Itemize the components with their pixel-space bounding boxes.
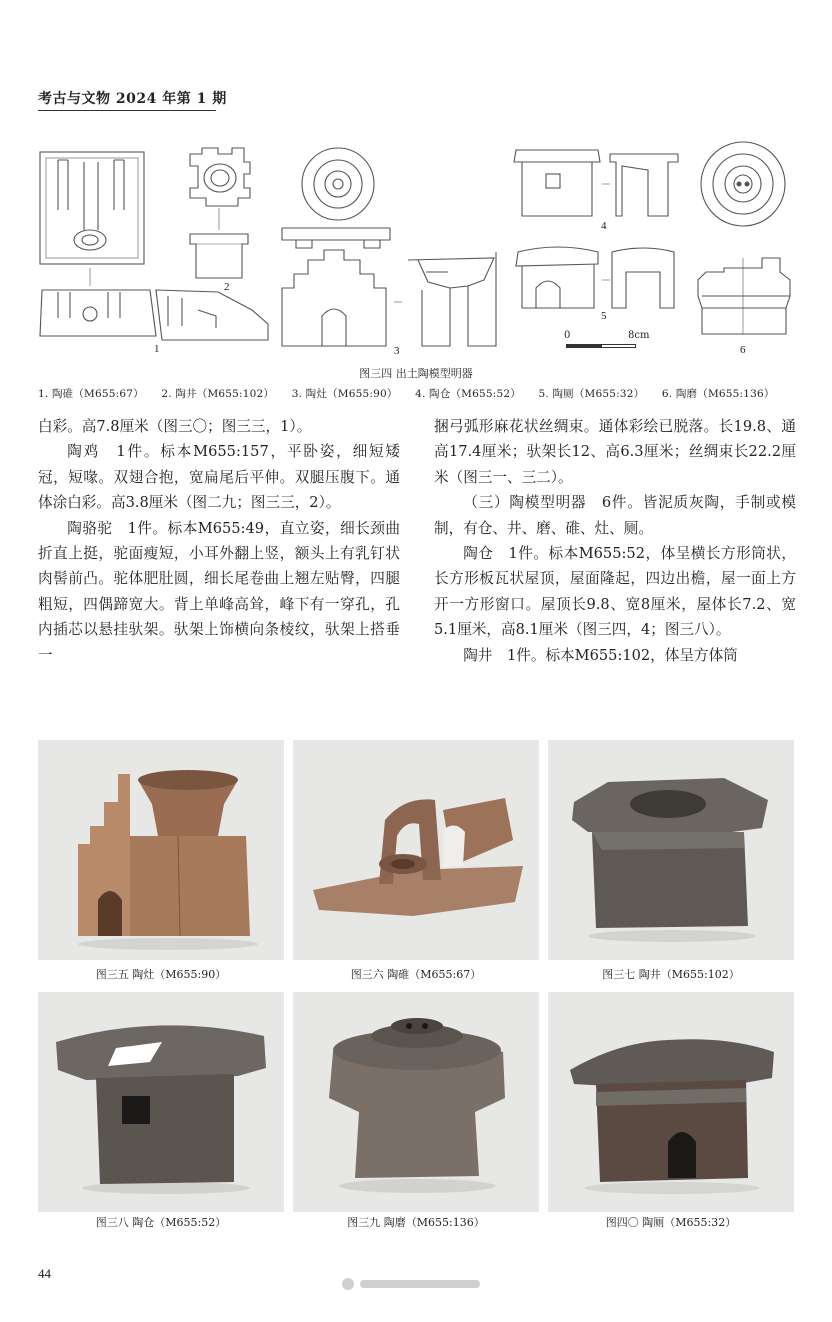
drawing-5-latrine [516,247,674,308]
photo-stove [38,740,284,960]
paragraph: 白彩。高7.8厘米（图三〇；图三三，1）。 [38,418,312,435]
page-number: 44 [38,1266,51,1281]
paragraph: 陶井 1件。标本M655:102，体呈方体筒 [463,646,738,664]
drawing-3-stove [282,148,496,346]
header-rule [38,110,216,111]
drawing-1-mortar [40,152,268,340]
caption-fig39: 图三九 陶磨（M655:136） [347,1216,485,1229]
legend-item: 2. 陶井（M655:102） [161,388,275,400]
caption-fig37: 图三七 陶井（M655:102） [602,968,740,981]
figure-34-label-3: 3 [394,345,400,357]
paragraph: 陶骆驼 1件。标本M655:49，直立姿，细长颈曲折直上挺，驼面瘦短，小耳外翻上竖，额头上有乳钉状肉髻前凸。驼体肥肚圆，细长尾卷曲上翘左贴臀，四腿粗短，四偶蹄宽大。背上单峰高耸，峰下有一穿孔，孔内插芯以悬挂驮架。驮架上饰横向条棱纹，驮架上搭垂一 [38,519,400,664]
photo-millstone [293,992,539,1212]
photo-well [548,740,794,960]
photo-granary [38,992,284,1212]
figure-34-label-5: 5 [601,310,607,322]
drawing-6-millstone [698,142,790,334]
photo-latrine [548,992,794,1212]
figure-34-label-1: 1 [154,343,160,355]
paragraph: （三）陶模型明器 6件。皆泥质灰陶，手制或模制，有仓、井、磨、碓、灶、厕。 [434,494,796,537]
text-column-right [434,414,796,668]
figure-34-label-2: 2 [224,281,230,293]
legend-item: 4. 陶仓（M655:52） [415,388,521,400]
caption-fig36: 图三六 陶碓（M655:67） [350,968,482,981]
paragraph: 陶仓 1件。标本M655:52，体呈横长方形筒状，长方形板瓦状屋顶，屋面隆起，四边出檐，屋一面上方开一方形窗口。屋顶长9.8、宽8厘米，屋体长7.2、宽5.1厘米，高8.1厘米（图三四，4；图三八）。 [434,545,796,639]
scale-bar-graphic [566,344,636,348]
scale-bar [564,330,650,352]
watermark-logo [340,1276,490,1292]
drawing-4-granary [514,150,678,216]
figure-34-drawings [38,140,798,362]
figure-34-legend [38,386,789,401]
legend-item: 5. 陶厕（M655:32） [538,388,645,400]
legend-item: 6. 陶磨（M655:136） [661,388,775,400]
figure-34-title: 图三四 出土陶模型明器 [359,367,473,380]
text-column-left [38,414,400,668]
scale-zero-label: 0 [564,330,571,341]
legend-item: 3. 陶灶（M655:90） [291,388,398,400]
figure-34-label-4: 4 [601,220,607,232]
paragraph: 捆弓弧形麻花状丝绸束。通体彩绘已脱落。长19.8、通高17.4厘米；驮架长12、高6.3厘米；丝绸束长22.2厘米（图三一、三二）。 [434,418,796,486]
scale-unit-label: 8cm [628,330,650,341]
caption-fig38: 图三八 陶仓（M655:52） [95,1216,227,1229]
paragraph: 陶鸡 1件。标本M655:157，平卧姿，细短矮冠，短喙。双翅合抱，宽扁尾后平伸。双腿压腹下。通体涂白彩。高3.8厘米（图二九；图三三，2）。 [38,443,400,512]
caption-fig40: 图四〇 陶厕（M655:32） [605,1216,737,1229]
legend-item: 1. 陶碓（M655:67） [38,388,144,400]
journal-header: 考古与文物 2024 年第 1 期 [38,91,227,107]
photo-mortar [293,740,539,960]
caption-fig35: 图三五 陶灶（M655:90） [95,968,227,981]
figure-34-label-6: 6 [740,344,746,356]
drawing-2-well [190,148,250,278]
